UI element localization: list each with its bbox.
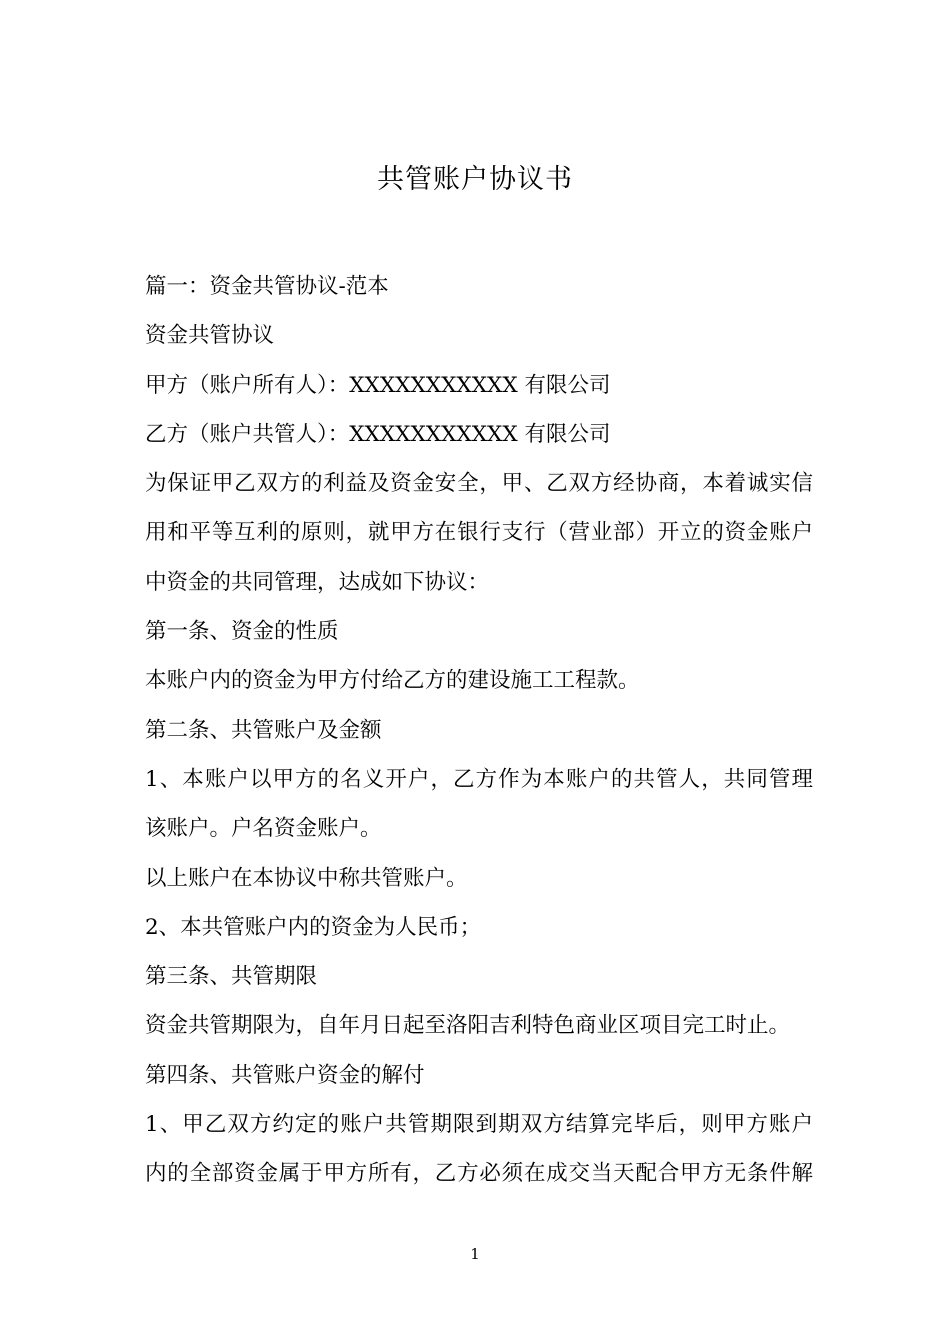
agreement-name: 资金共管协议 — [145, 323, 275, 349]
article-heading: 第三条、共管期限 — [145, 964, 318, 990]
paragraph-line: 本账户内的资金为甲方付给乙方的建设施工工程款。 — [145, 668, 640, 694]
article-heading: 第四条、共管账户资金的解付 — [145, 1062, 425, 1088]
section-heading: 篇一：资金共管协议-范本 — [145, 274, 389, 299]
party-b: 乙方（账户共管人）：XXXXXXXXXXX 有限公司 — [145, 421, 611, 447]
article-heading: 第一条、资金的性质 — [145, 619, 339, 645]
preamble-line: 用和平等互利的原则，就甲方在银行支行（营业部）开立的资金账户 — [145, 520, 813, 546]
article-heading: 第二条、共管账户及金额 — [145, 717, 382, 743]
paragraph-line: 以上账户在本协议中称共管账户。 — [145, 865, 468, 891]
page-number: 1 — [470, 1245, 480, 1263]
preamble-line: 为保证甲乙双方的利益及资金安全，甲、乙双方经协商，本着诚实信 — [145, 471, 813, 497]
paragraph-line: 2、本共管账户内的资金为人民币； — [145, 914, 482, 940]
paragraph-line: 该账户。户名资金账户。 — [145, 816, 382, 842]
preamble-line: 中资金的共同管理，达成如下协议： — [145, 569, 490, 595]
paragraph-line: 1、甲乙双方约定的账户共管期限到期双方结算完毕后，则甲方账户 — [145, 1112, 813, 1138]
document-title: 共管账户协议书 — [377, 164, 573, 195]
paragraph-line: 1、本账户以甲方的名义开户，乙方作为本账户的共管人，共同管理 — [145, 766, 813, 792]
document-body — [145, 262, 813, 1199]
paragraph-line: 内的全部资金属于甲方所有，乙方必须在成交当天配合甲方无条件解 — [145, 1161, 813, 1187]
party-a: 甲方（账户所有人）：XXXXXXXXXXX 有限公司 — [145, 372, 611, 398]
paragraph-line: 资金共管期限为，自年月日起至洛阳吉利特色商业区项目完工时止。 — [145, 1013, 791, 1039]
